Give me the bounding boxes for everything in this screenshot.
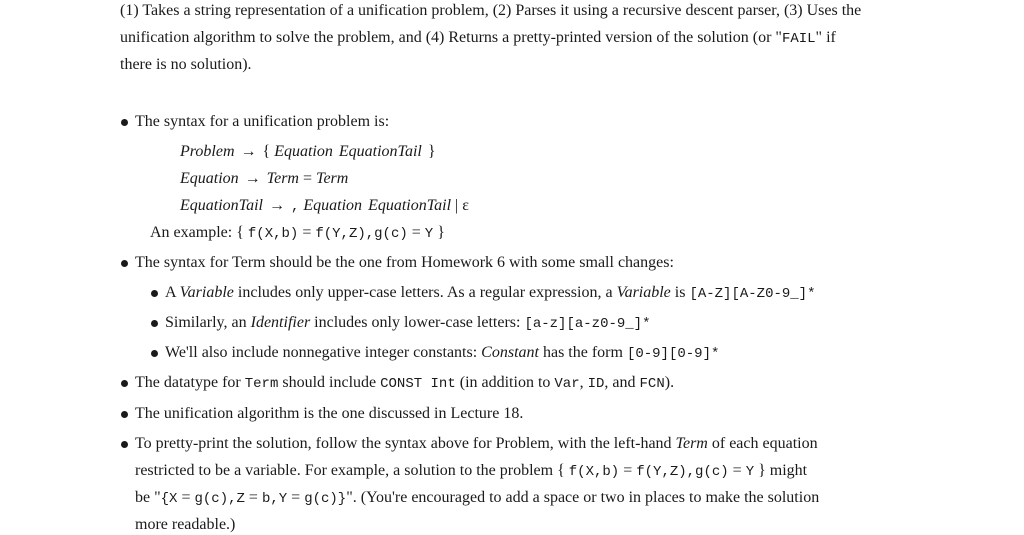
bullet-term-text: The syntax for Term should be the one from Homework 6 with some small changes: bbox=[135, 254, 674, 271]
bullet-pretty-print-line-1: To pretty-print the solution, follow the syntax above for Problem, with the left-hand Term of each equation bbox=[135, 435, 818, 452]
sub-bullet-dot bbox=[151, 290, 158, 297]
sub-bullet-constant: We'll also include nonnegative integer constants: Constant has the form [0-9][0-9]* bbox=[165, 344, 720, 362]
grammar-example: An example: { f(X,b) = f(Y,Z),g(c) = Y } bbox=[150, 224, 445, 242]
bullet-syntax-text: The syntax for a unification problem is: bbox=[135, 113, 390, 130]
bullet-dot bbox=[121, 441, 128, 448]
bullet-dot bbox=[121, 119, 128, 126]
bullet-pretty-print-line-4: more readable.) bbox=[135, 516, 236, 533]
grammar-rule-equation-tail: EquationTail → , Equation EquationTail | ε bbox=[180, 197, 469, 215]
bullet-dot bbox=[121, 260, 128, 267]
grammar-rule-equation: Equation → Term = Term bbox=[180, 170, 349, 187]
bullet-pretty-print-line-3: be "{X = g(c),Z = b,Y = g(c)}". (You're encouraged to add a space or two in places to make the solution bbox=[135, 489, 820, 507]
intro-line-1: (1) Takes a string representation of a unification problem, (2) Parses it using a recursive descent parser, (3) Uses the bbox=[120, 2, 862, 19]
intro-line-2: unification algorithm to solve the problem, and (4) Returns a pretty-printed version of the solution (or "FAIL" if bbox=[120, 29, 836, 47]
bullet-dot bbox=[121, 411, 128, 418]
bullet-pretty-print-line-2: restricted to be a variable. For example, a solution to the problem { f(X,b) = f(Y,Z),g(c) = Y } might bbox=[135, 462, 808, 480]
sub-bullet-dot bbox=[151, 350, 158, 357]
bullet-algorithm: The unification algorithm is the one discussed in Lecture 18. bbox=[135, 405, 524, 422]
bullet-dot bbox=[121, 380, 128, 387]
sub-bullet-identifier: Similarly, an Identifier includes only lower-case letters: [a-z][a-z0-9_]* bbox=[165, 314, 651, 332]
bullet-datatype: The datatype for Term should include CONST Int (in addition to Var, ID, and FCN). bbox=[135, 374, 675, 392]
sub-bullet-dot bbox=[151, 320, 158, 327]
sub-bullet-variable: A Variable includes only upper-case letters. As a regular expression, a Variable is [A-Z][A-Z0-9_]* bbox=[165, 284, 816, 302]
grammar-rule-problem: Problem → { Equation EquationTail } bbox=[180, 143, 436, 160]
intro-line-3: there is no solution). bbox=[120, 56, 252, 73]
